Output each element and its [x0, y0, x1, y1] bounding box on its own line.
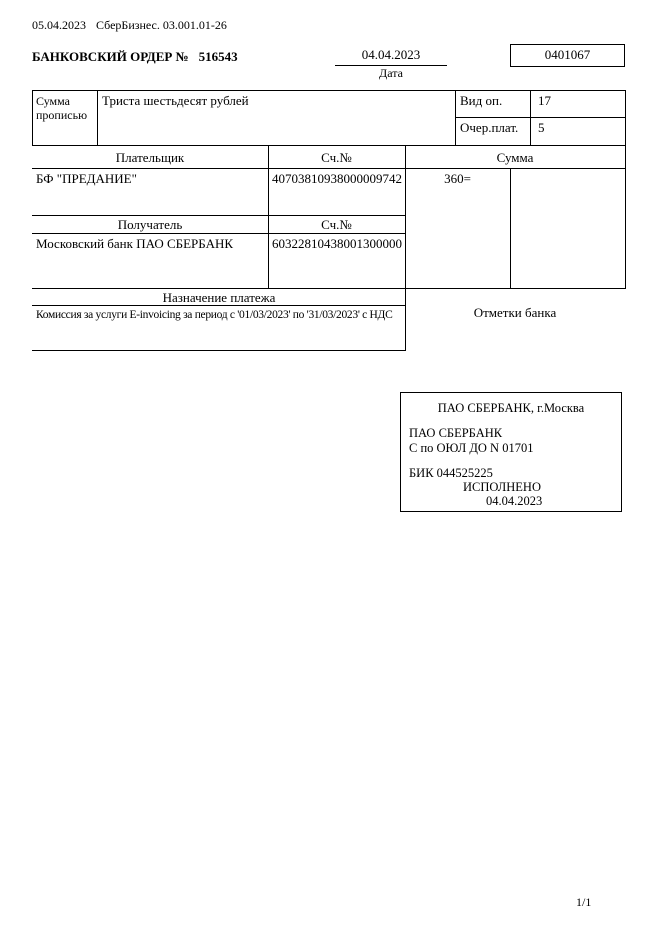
stamp-bank-name: ПАО СБЕРБАНК: [409, 426, 503, 440]
priority-value: 5: [538, 120, 545, 135]
op-type-label: Вид оп.: [460, 93, 503, 108]
purpose-header: Назначение платежа: [162, 290, 276, 305]
grid-line: [32, 350, 406, 351]
payer-name: БФ "ПРЕДАНИЕ": [36, 171, 137, 186]
bank-marks-label: Отметки банка: [473, 305, 557, 320]
op-type-value: 17: [538, 93, 551, 108]
print-date: 05.04.2023: [32, 18, 86, 32]
priority-label: Очер.плат.: [460, 120, 519, 135]
title-row: [32, 50, 238, 65]
stamp-status: ИСПОЛНЕНО: [463, 480, 541, 494]
document-title: БАНКОВСКИЙ ОРДЕР №: [32, 49, 189, 64]
grid-line: [268, 145, 269, 288]
grid-line: [32, 90, 626, 91]
grid-line: [625, 145, 626, 288]
grid-line: [32, 145, 626, 146]
grid-line: [32, 233, 406, 234]
purpose-text: Комиссия за услуги E-invoicing за период с '01/03/2023' по '31/03/2023' с НДС: [36, 309, 393, 321]
date-label: Дата: [379, 66, 403, 80]
grid-line: [455, 90, 456, 145]
grid-line: [97, 90, 98, 145]
payer-column-header: Плательщик: [115, 150, 185, 165]
document-date: 04.04.2023: [361, 47, 421, 62]
page-number: 1/1: [576, 895, 592, 909]
form-code-box: [510, 44, 625, 67]
grid-line: [32, 215, 406, 216]
grid-line: [32, 288, 626, 289]
stamp-bank-title: ПАО СБЕРБАНК, г.Москва: [437, 401, 585, 415]
grid-line: [455, 117, 626, 118]
order-number: 516543: [198, 49, 238, 64]
payer-account: 40703810938000009742: [272, 171, 402, 186]
bank-stamp: [400, 392, 622, 512]
grid-line: [510, 168, 511, 288]
stamp-branch: С по ОЮЛ ДО N 01701: [409, 441, 534, 455]
amount-in-words-label: Сумма прописью: [36, 94, 88, 122]
grid-line: [32, 90, 33, 145]
app-version: СберБизнес. 03.001.01-26: [96, 18, 227, 32]
payee-name: Московский банк ПАО СБЕРБАНК: [36, 236, 234, 251]
stamp-bik: БИК 044525225: [409, 466, 493, 480]
grid-line: [530, 90, 531, 145]
amount-in-words: Триста шестьдесят рублей: [102, 93, 249, 108]
payer-sum-value: 360=: [444, 171, 471, 186]
sum-column-header: Сумма: [496, 150, 534, 165]
payee-account: 60322810438001300000: [272, 236, 402, 251]
form-code: 0401067: [544, 47, 591, 62]
grid-line: [32, 168, 626, 169]
payee-account-header: Сч.№: [321, 217, 352, 232]
stamp-status-date: 04.04.2023: [486, 494, 543, 508]
payer-account-header: Сч.№: [321, 150, 352, 165]
grid-line: [625, 90, 626, 145]
payee-column-header: Получатель: [117, 217, 183, 232]
